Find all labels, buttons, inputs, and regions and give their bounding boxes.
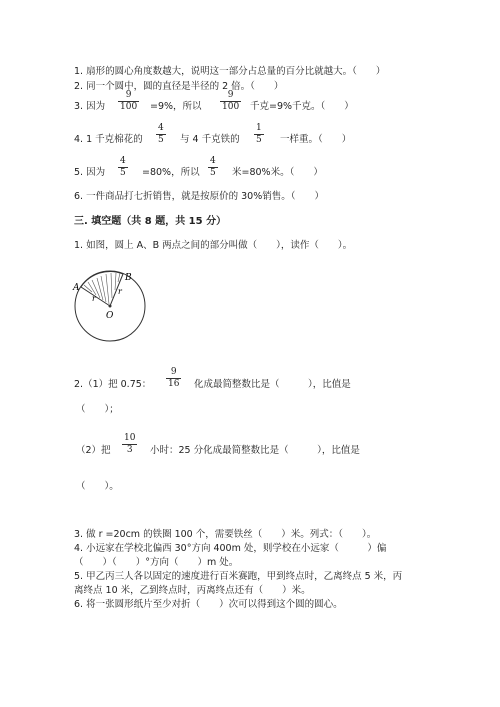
numerator: 4: [120, 156, 126, 166]
judge-question-5-part-c: 米=80%米。（ ）: [232, 167, 323, 178]
fraction-9-100-a: [118, 91, 139, 112]
fraction-9-16: [166, 368, 181, 389]
shaded-sector: [81, 272, 123, 306]
fill-question-6: 6. 将一张圆形纸片至少对折（ ）次可以得到这个圆的圆心。: [74, 599, 343, 610]
numerator: 4: [210, 156, 216, 166]
center-point: [109, 305, 112, 308]
denominator: 100: [222, 102, 240, 112]
numerator: 4: [158, 123, 164, 133]
fraction-4-5-c: [208, 157, 218, 178]
denominator: 5: [210, 168, 216, 178]
numerator: 9: [170, 367, 177, 377]
fill-question-5-line-2: 离终点 10 米，乙到终点时，丙离终点还有（ ）米。: [74, 585, 311, 596]
judge-question-3-part-c: 千克=9%千克。（ ）: [250, 101, 354, 112]
denominator: 16: [168, 379, 180, 389]
fill-question-4-line-2: （ ）（ ）°方向（ ）m 处。: [74, 557, 239, 568]
judge-question-3-part-a: 3. 因为: [74, 101, 106, 112]
numerator: 9: [125, 90, 132, 100]
label-o: O: [106, 311, 114, 321]
section-title: 三. 填空题（共 8 题，共 15 分）: [74, 216, 227, 227]
fill-question-2-part-2-blank: （ ）。: [76, 481, 119, 492]
fill-question-2-part-1-a: 2.（1）把 0.75：: [74, 379, 152, 390]
numerator: 9: [227, 90, 234, 100]
circle-sector-figure: [70, 268, 160, 348]
denominator: 5: [256, 135, 262, 145]
judge-question-4-part-b: 与 4 千克铁的: [180, 134, 240, 145]
label-radius-2: r: [118, 287, 122, 296]
judge-question-5-part-b: =80%，所以: [142, 167, 200, 178]
judge-question-4-part-c: 一样重。（ ）: [280, 134, 352, 145]
denominator: 3: [126, 445, 133, 455]
fill-question-3: 3. 做 r =20cm 的铁圈 100 个，需要铁丝（ ）米。列式：（ ）。: [74, 529, 377, 540]
fill-question-4-line-1: 4. 小远家在学校北偏西 30°方向 400m 处，则学校在小远家（ ）偏: [74, 543, 387, 554]
judge-question-2: 2. 同一个圆中，圆的直径是半径的 2 倍。（ ）: [74, 81, 284, 92]
fill-question-2-part-2-b: 小时：25 分化成最简整数比是（ ），比值是: [150, 445, 360, 456]
judge-question-1: 1. 扇形的圆心角度数越大，说明这一部分占总量的百分比就越大。（ ）: [74, 66, 386, 77]
fraction-4-5-b: [118, 157, 128, 178]
fraction-1-5: [254, 124, 264, 145]
fill-question-2-part-1-blank: （ ）；: [76, 404, 119, 415]
judge-question-4-part-a: 4. 1 千克棉花的: [74, 134, 143, 145]
numerator: 10: [124, 433, 136, 443]
label-a: A: [73, 283, 80, 293]
denominator: 5: [120, 168, 126, 178]
label-b: B: [125, 273, 132, 283]
label-radius-1: r: [92, 294, 96, 303]
judge-question-3-part-b: =9%，所以: [150, 101, 202, 112]
numerator: 1: [256, 123, 262, 133]
denominator: 100: [120, 102, 138, 112]
fraction-4-5-a: [156, 124, 166, 145]
denominator: 5: [158, 135, 164, 145]
fill-question-2-part-1-b: 化成最简整数比是（ ），比值是: [194, 379, 351, 390]
fraction-9-100-b: [220, 91, 241, 112]
fill-question-2-part-2-a: （2）把: [76, 445, 111, 456]
fill-question-1: 1. 如图，圆上 A、B 两点之间的部分叫做（ ），读作（ ）。: [74, 240, 353, 251]
judge-question-5-part-a: 5. 因为: [74, 167, 106, 178]
fraction-10-3: [122, 434, 137, 455]
judge-question-6: 6. 一件商品打七折销售，就是按原价的 30%销售。（ ）: [74, 191, 324, 202]
fill-question-5-line-1: 5. 甲乙丙三人各以固定的速度进行百米赛跑，甲到终点时，乙离终点 5 米，丙: [74, 571, 403, 582]
